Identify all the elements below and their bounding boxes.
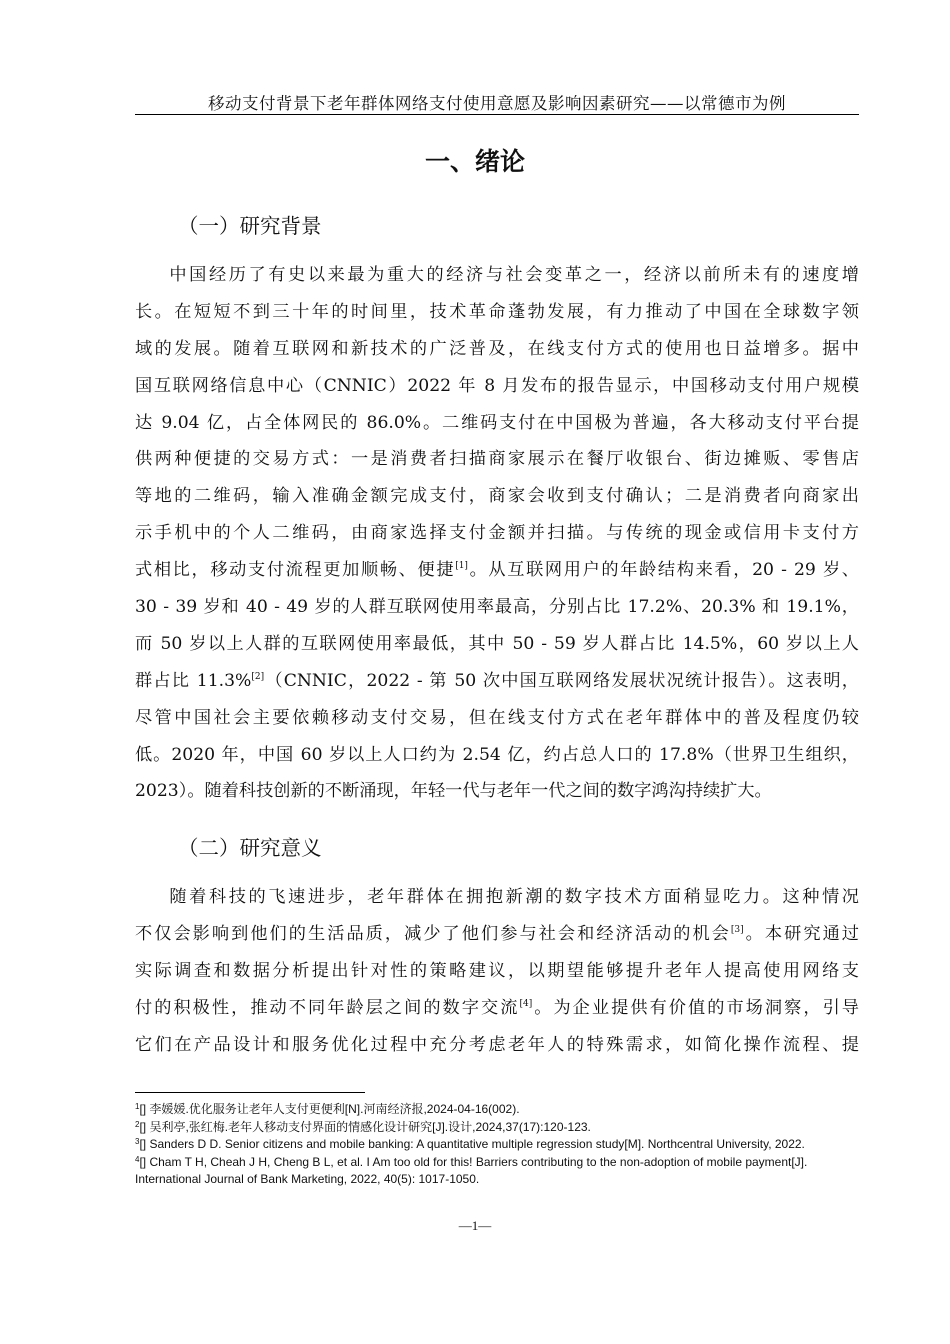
text-line <box>135 663 859 700</box>
text-line <box>135 626 859 663</box>
text-line <box>135 879 859 916</box>
chapter-title: 一、绪论 <box>424 147 525 176</box>
text-segment: 30 - 39 岁和 40 - 49 岁的人群互联网使用率最高，分别占比 17.2%、20.3% 和 19.1%， <box>135 597 859 618</box>
paragraph-significance <box>135 879 859 1063</box>
text-segment: 域的发展。随着互联网和新技术的广泛普及，在线支付方式的使用也日益增多。据中 <box>135 338 859 359</box>
section-heading-background: （一）研究背景 <box>178 214 322 238</box>
running-header: 移动支付背景下老年群体网络支付使用意愿及影响因素研究——以常德市为例 <box>208 94 786 113</box>
section-heading-significance: （二）研究意义 <box>178 836 322 860</box>
footnote-item <box>135 1154 859 1189</box>
text-line <box>135 405 859 442</box>
text-segment: 等地的二维码，输入准确金额完成支付，商家会收到支付确认；二是消费者向商家出 <box>135 486 859 507</box>
text-segment: 中国经历了有史以来最为重大的经济与社会变革之一，经济以前所未有的速度增 <box>169 265 859 285</box>
citation-ref: [4] <box>519 998 533 1009</box>
footnote-text: [] Sanders D D. Senior citizens and mobile banking: A quantitative multiple regression study[M]. Northcentral University, 2022. <box>139 1137 805 1151</box>
paragraph-background <box>135 257 859 810</box>
text-line <box>135 990 859 1027</box>
text-segment: （CNNIC，2022 - 第 50 次中国互联网络发展状况统计报告）。这表明， <box>264 670 859 691</box>
text-segment: 国互联网络信息中心（CNNIC）2022 年 8 月发布的报告显示，中国移动支付用户规模 <box>135 375 859 396</box>
text-segment: 低。2020 年，中国 60 岁以上人口约为 2.54 亿，约占总人口的 17.8%（世界卫生组织， <box>135 744 859 765</box>
text-segment: 它们在产品设计和服务优化过程中充分考虑老年人的特殊需求，如简化操作流程、提 <box>135 1034 859 1055</box>
citation-ref: [3] <box>730 924 744 935</box>
footnote-text: [] Cham T H, Cheah J H, Cheng B L, et al. I Am too old for this! Barriers contributing to the non-adoption of mobile payment[J]. International Journal of Bank Marketing, 2022, 40(5): 1017-1050. <box>135 1154 808 1186</box>
text-line <box>135 916 859 953</box>
text-segment: 。为企业提供有价值的市场洞察，引导 <box>532 997 859 1018</box>
citation-ref: [2] <box>251 671 265 682</box>
text-segment: 实际调查和数据分析提出针对性的策略建议，以期望能够提升老年人提高使用网络支 <box>135 960 859 981</box>
footnote-text: [] 李媛媛.优化服务让老年人支付更便利[N].河南经济报,2024-04-16(002). <box>139 1102 520 1116</box>
text-segment: 随着科技的飞速进步，老年群体在拥抱新潮的数字技术方面稍显吃力。这种情况 <box>169 887 859 907</box>
text-segment: 而 50 岁以上人群的互联网使用率最低，其中 50 - 59 岁人群占比 14.5%，60 岁以上人 <box>135 633 859 654</box>
text-line <box>135 441 859 478</box>
text-line <box>135 589 859 626</box>
footnotes <box>135 1101 859 1189</box>
text-line <box>135 331 859 368</box>
text-segment: 不仅会影响到他们的生活品质，减少了他们参与社会和经济活动的机会 <box>135 923 731 944</box>
text-segment: 。本研究通过 <box>743 923 859 944</box>
text-segment: 供两种便捷的交易方式：一是消费者扫描商家展示在餐厅收银台、街边摊贩、零售店 <box>135 449 859 470</box>
text-line <box>135 368 859 405</box>
text-segment: 达 9.04 亿，占全体网民的 86.0%。二维码支付在中国极为普遍，各大移动支付平台提 <box>135 412 859 433</box>
header-rule <box>135 114 859 115</box>
text-line <box>135 1027 859 1064</box>
footnote-text: [] 吴利亭,张红梅.老年人移动支付界面的情感化设计研究[J].设计,2024,37(17):120-123. <box>139 1119 591 1134</box>
footnote-mark: 4 <box>135 1154 140 1164</box>
text-line <box>135 552 859 589</box>
text-segment: 长。在短短不到三十年的时间里，技术革命蓬勃发展，有力推动了中国在全球数字领 <box>135 301 859 322</box>
text-segment: 示手机中的个人二维码，由商家选择支付金额并扫描。与传统的现金或信用卡支付方 <box>135 523 859 544</box>
text-line <box>135 773 859 810</box>
text-line <box>135 700 859 737</box>
text-line <box>135 294 859 331</box>
footnote-separator <box>135 1092 365 1093</box>
citation-ref: [1] <box>455 561 468 572</box>
page-number: —1— <box>458 1218 492 1233</box>
footnote-item <box>135 1136 859 1154</box>
text-line <box>135 737 859 774</box>
footnote-mark: 2 <box>135 1119 140 1129</box>
text-segment: 2023）。随着科技创新的不断涌现，年轻一代与老年一代之间的数字鸿沟持续扩大。 <box>135 781 772 802</box>
text-line <box>135 953 859 990</box>
text-line <box>135 515 859 552</box>
footnote-mark: 3 <box>135 1137 140 1146</box>
text-segment: 尽管中国社会主要依赖移动支付交易，但在线支付方式在老年群体中的普及程度仍较 <box>135 707 859 728</box>
text-segment: 付的积极性，推动不同年龄层之间的数字交流 <box>135 997 520 1018</box>
text-segment: 式相比，移动支付流程更加顺畅、便捷 <box>135 560 456 581</box>
footnote-mark: 1 <box>135 1102 140 1111</box>
text-line <box>135 478 859 515</box>
text-segment: 群占比 11.3% <box>135 670 252 691</box>
footnote-item <box>135 1119 859 1137</box>
text-segment: 。从互联网用户的年龄结构来看，20 - 29 岁、 <box>467 560 859 581</box>
footnote-item <box>135 1101 859 1119</box>
text-line <box>135 257 859 294</box>
